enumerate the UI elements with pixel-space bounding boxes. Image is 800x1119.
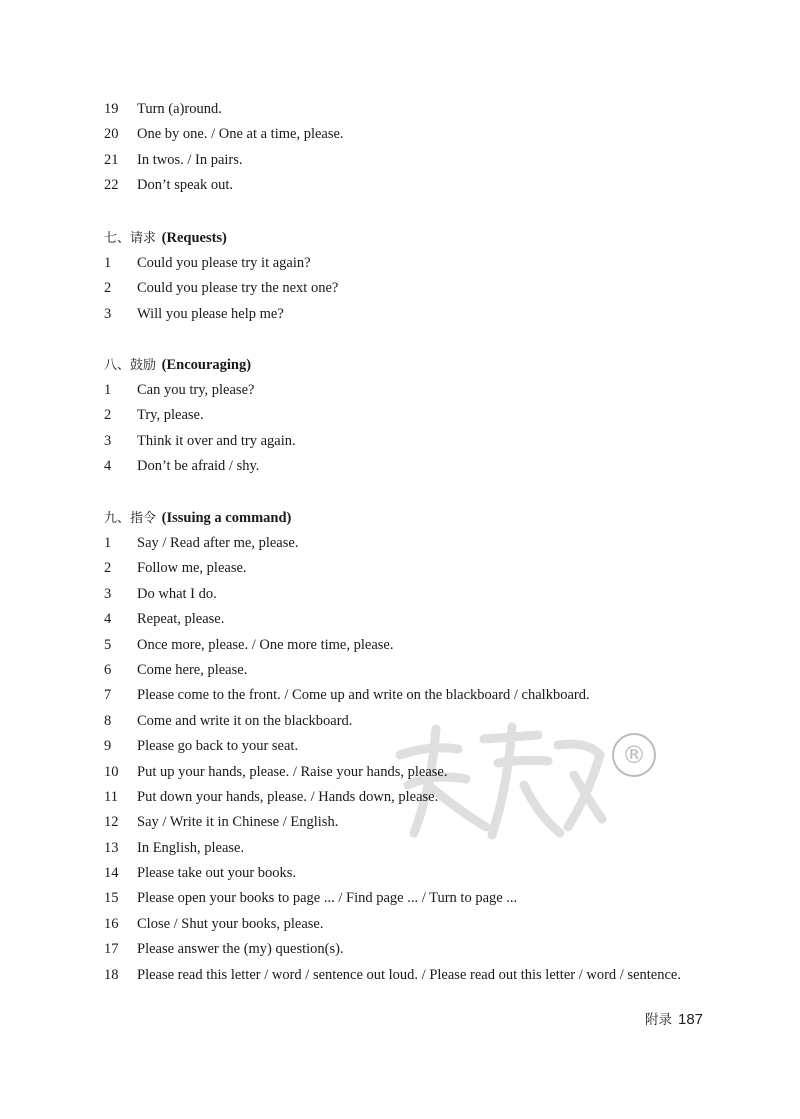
item-text: Will you please help me? bbox=[137, 305, 284, 322]
item-number: 8 bbox=[104, 712, 112, 729]
item-text: Please read this letter / word / sentence out loud. / Please read out this letter / word / sentence. bbox=[137, 966, 681, 983]
item-number: 3 bbox=[104, 585, 112, 602]
item-number: 22 bbox=[104, 177, 119, 194]
item-text: In English, please. bbox=[137, 839, 245, 856]
list-item bbox=[104, 556, 744, 581]
item-number: 2 bbox=[104, 407, 112, 424]
item-number: 11 bbox=[104, 788, 118, 805]
publisher-watermark bbox=[388, 715, 608, 845]
list-item bbox=[104, 403, 744, 428]
item-number: 4 bbox=[104, 611, 112, 628]
item-text: Say / Read after me, please. bbox=[137, 535, 299, 551]
item-number: 18 bbox=[104, 966, 119, 983]
section-heading bbox=[104, 352, 744, 378]
item-text: Think it over and try again. bbox=[137, 432, 296, 449]
item-text: Come here, please. bbox=[137, 661, 248, 678]
item-number: 1 bbox=[104, 382, 112, 398]
item-text: Don’t be afraid / shy. bbox=[137, 458, 260, 475]
item-number: 14 bbox=[104, 865, 119, 882]
footer-label: 附录 bbox=[645, 1012, 672, 1028]
item-number: 10 bbox=[104, 763, 119, 780]
list-item bbox=[104, 658, 744, 683]
list-item bbox=[104, 302, 744, 327]
section-encouraging bbox=[104, 352, 744, 480]
section-heading bbox=[104, 505, 744, 531]
section-heading-cn: 八、鼓励 bbox=[104, 358, 157, 373]
item-number: 21 bbox=[104, 151, 119, 168]
item-number: 6 bbox=[104, 661, 112, 678]
item-text: Repeat, please. bbox=[137, 611, 225, 628]
section-heading-en: (Requests) bbox=[161, 230, 227, 246]
item-number: 12 bbox=[104, 814, 119, 831]
item-number: 1 bbox=[104, 535, 112, 551]
list-item bbox=[104, 963, 744, 988]
item-number: 16 bbox=[104, 915, 119, 932]
list-item bbox=[104, 378, 744, 403]
item-number: 5 bbox=[104, 636, 112, 653]
list-item bbox=[104, 276, 744, 301]
item-text: Follow me, please. bbox=[137, 560, 247, 577]
list-item bbox=[104, 861, 744, 886]
list-item bbox=[104, 454, 744, 479]
list-item bbox=[104, 633, 744, 658]
item-number: 19 bbox=[104, 101, 119, 117]
item-text: Try, please. bbox=[137, 407, 204, 424]
item-text: Don’t speak out. bbox=[137, 177, 233, 194]
list-item bbox=[104, 251, 744, 276]
item-text: Please come to the front. / Come up and write on the blackboard / chalkboard. bbox=[137, 687, 590, 704]
list-item bbox=[104, 886, 744, 911]
item-number: 4 bbox=[104, 458, 112, 475]
item-number: 1 bbox=[104, 255, 112, 271]
section-requests bbox=[104, 225, 744, 327]
item-number: 2 bbox=[104, 280, 112, 297]
list-item bbox=[104, 683, 744, 708]
item-number: 3 bbox=[104, 305, 112, 322]
section-heading-cn: 七、请求 bbox=[104, 231, 157, 246]
item-text: Please take out your books. bbox=[137, 865, 297, 882]
list-item bbox=[104, 148, 744, 173]
item-number: 3 bbox=[104, 432, 112, 449]
item-number: 7 bbox=[104, 687, 112, 704]
item-number: 9 bbox=[104, 738, 112, 755]
item-text: One by one. / One at a time, please. bbox=[137, 126, 344, 143]
section-heading-en: (Issuing a command) bbox=[161, 510, 292, 526]
list-item bbox=[104, 97, 744, 122]
list-item bbox=[104, 607, 744, 632]
item-text: Say / Write it in Chinese / English. bbox=[137, 814, 339, 831]
item-text: Please open your books to page ... / Find page ... / Turn to page ... bbox=[137, 890, 518, 907]
item-text: Please answer the (my) question(s). bbox=[137, 941, 344, 958]
item-text: Turn (a)round. bbox=[137, 101, 222, 117]
item-text: Come and write it on the blackboard. bbox=[137, 712, 353, 729]
section-heading-cn: 九、指令 bbox=[104, 511, 157, 526]
registered-trademark-icon: ® bbox=[612, 733, 656, 777]
item-text: Can you try, please? bbox=[137, 382, 255, 398]
item-text: Once more, please. / One more time, please. bbox=[137, 636, 394, 653]
list-item bbox=[104, 937, 744, 962]
item-text: Could you please try the next one? bbox=[137, 280, 339, 297]
list-item bbox=[104, 912, 744, 937]
list-item bbox=[104, 531, 744, 556]
item-text: Do what I do. bbox=[137, 585, 217, 602]
continued-list bbox=[104, 97, 744, 199]
item-text: Please go back to your seat. bbox=[137, 738, 299, 755]
item-text: Put up your hands, please. / Raise your hands, please. bbox=[137, 763, 448, 780]
item-text: In twos. / In pairs. bbox=[137, 151, 243, 168]
list-item bbox=[104, 173, 744, 198]
list-item bbox=[104, 122, 744, 147]
page-number: 187 bbox=[678, 1011, 704, 1028]
list-item bbox=[104, 429, 744, 454]
item-text: Close / Shut your books, please. bbox=[137, 915, 324, 932]
section-heading-en: (Encouraging) bbox=[161, 357, 252, 373]
item-number: 2 bbox=[104, 560, 112, 577]
item-text: Put down your hands, please. / Hands down, please. bbox=[137, 788, 439, 805]
page-footer bbox=[645, 1008, 703, 1028]
list-item bbox=[104, 582, 744, 607]
item-number: 15 bbox=[104, 890, 119, 907]
section-heading bbox=[104, 225, 744, 251]
item-number: 17 bbox=[104, 941, 119, 958]
item-number: 20 bbox=[104, 126, 119, 143]
item-number: 13 bbox=[104, 839, 119, 856]
item-text: Could you please try it again? bbox=[137, 255, 311, 271]
